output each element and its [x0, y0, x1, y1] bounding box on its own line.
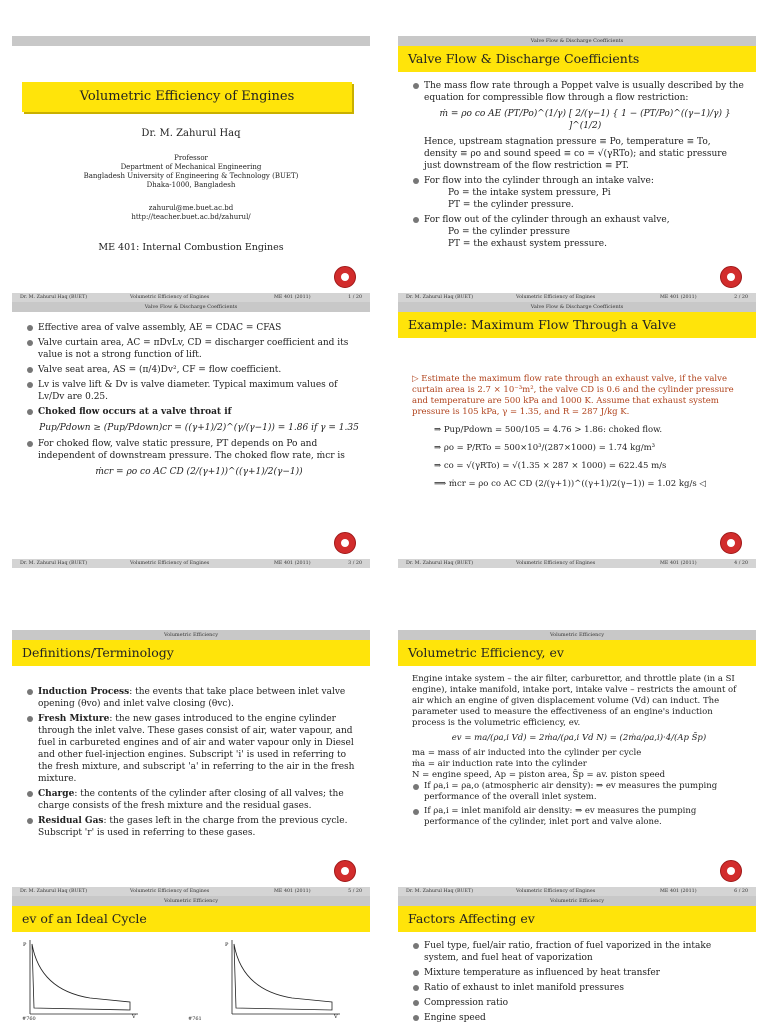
url[interactable]: http://teacher.buet.ac.bd/zahurul/	[131, 213, 251, 221]
slide-body	[26, 686, 360, 842]
equation: ṁ = ρo co AE (PT/Po)^(1/γ) [ 2/(γ−1) { 1 − (PT/Po)^((γ−1)/γ) } ]^(1/2)	[439, 109, 731, 131]
svg-text:P: P	[23, 942, 27, 948]
page-number: 4 / 20	[734, 561, 748, 566]
slide-footer: Dr. M. Zahurul Haq (BUET) Volumetric Efficiency of Engines ME 401 (2011) 4 / 20	[398, 559, 756, 568]
svg-text:P: P	[225, 942, 229, 948]
slide-title: Volumetric Efficiency, ev	[398, 640, 756, 666]
slide-5	[12, 630, 370, 896]
svg-text:V: V	[334, 1014, 338, 1018]
page-number: 2 / 20	[734, 295, 748, 300]
bullet: Fresh Mixture: the new gases introduced to the engine cylinder through the inlet valve. These gases consist of air, water vapour, and fuel in carbureted engines and of air and water vapour only in Diesel and other fuel-injection engines. Subscript 'i' is used in referring to the fresh mixture, and subscript 'a' in referring to the air in the fresh mixture.	[26, 713, 360, 785]
bullet: For flow into the cylinder through an intake valve: Po = the intake system pressure, Pi PT = the cylinder pressure.	[412, 175, 746, 211]
slide-8	[398, 896, 756, 1024]
equation: ev = ma/(ρa,i Vd) = 2ṁa/(ρa,i Vd N) = (2ṁa/ρa,i)·4/(Ap S̄p)	[451, 733, 707, 743]
pv-diagram-2	[222, 938, 342, 1018]
slide-title: Volumetric Efficiency of Engines	[22, 82, 352, 112]
list-item: Compression ratio	[412, 997, 746, 1009]
pv-diagram-1	[20, 938, 140, 1018]
slide-title: ev of an Ideal Cycle	[12, 906, 370, 932]
buet-logo-icon	[720, 266, 742, 288]
bullet: Choked flow occurs at a valve throat if Pup/Pdown ≥ (Pup/Pdown)cr = ((γ+1)/2)^(γ/(γ−1)) = 1.86 if γ = 1.35	[26, 406, 360, 434]
buet-logo-icon	[334, 860, 356, 882]
buet-logo-icon	[334, 266, 356, 288]
bullet: Lv is valve lift & Dv is valve diameter. Typical maximum values of Lv/Dv are 0.25.	[26, 379, 360, 403]
slide-3	[12, 302, 370, 568]
slide-2	[398, 36, 756, 302]
section-header: Volumetric Efficiency	[12, 630, 370, 640]
slide-footer: Dr. M. Zahurul Haq (BUET) Volumetric Efficiency of Engines ME 401 (2011) 2 / 20	[398, 293, 756, 302]
affiliation: Professor Department of Mechanical Engineering Bangladesh University of Engineering & Technology (BUET) Dhaka-1000, Bangladesh	[83, 154, 299, 189]
slide-footer: Dr. M. Zahurul Haq (BUET) Volumetric Efficiency of Engines ME 401 (2011) 1 / 20	[12, 293, 370, 302]
bullet: If ρa,i = ρa,o (atmospheric air density): ⇒ ev measures the pumping performance of the overall inlet system.	[412, 781, 746, 803]
slide-title: Valve Flow & Discharge Coefficients	[398, 46, 756, 72]
slide-1	[12, 36, 370, 302]
buet-logo-icon	[720, 532, 742, 554]
slide-title: Factors Affecting ev	[398, 906, 756, 932]
bullet: Charge: the contents of the cylinder after closing of all valves; the charge consists of the fresh mixture and the residual gases.	[26, 788, 360, 812]
list-item: Engine speed	[412, 1012, 746, 1024]
figure-label: #761	[188, 1016, 202, 1022]
equation: Pup/Pdown ≥ (Pup/Pdown)cr = ((γ+1)/2)^(γ/(γ−1)) = 1.86 if γ = 1.35	[39, 423, 359, 433]
slide-4	[398, 302, 756, 568]
buet-logo-icon	[334, 532, 356, 554]
contact-info	[12, 204, 370, 222]
equation: ṁcr = ρo co AC CD (2/(γ+1))^((γ+1)/2(γ−1))	[95, 467, 303, 477]
slide-body	[412, 80, 746, 253]
bullet: For flow out of the cylinder through an exhaust valve, Po = the cylinder pressure PT = the exhaust system pressure.	[412, 214, 746, 250]
example-problem: ▷ Estimate the maximum flow rate through an exhaust valve, if the valve curtain area is 2.7 × 10⁻³m², the valve CD is 0.6 and the cylinder pressure and temperature are 500 kPa and 1000 K. Assume that exhaust system pressure is 105 kPa, γ = 1.35, and R = 287 J/kg K.	[412, 374, 734, 417]
slide-footer: Dr. M. Zahurul Haq (BUET) Volumetric Efficiency of Engines ME 401 (2011) 3 / 20	[12, 559, 370, 568]
page-number: 5 / 20	[348, 889, 362, 894]
bullet: Valve seat area, AS = (π/4)Dv², CF = flow coefficient.	[26, 364, 360, 376]
solution-steps: ⇒ Pup/Pdown = 500/105 = 4.76 > 1.86: choked flow. ⇒ ρo = P/RTo = 500×10³/(287×1000) = 1.74 kg/m³ ⇒ co = √(γRTo) = √(1.35 × 287 × 1000) = 622.45 m/s ⟹ ṁcr = ρo co AC CD (2/(γ+1))^((γ+1)/2(γ−1)) = 1.02 kg/s ◁	[434, 425, 706, 489]
section-header: Valve Flow & Discharge Coefficients	[398, 36, 756, 46]
course-name: ME 401: Internal Combustion Engines	[98, 242, 284, 253]
figure-label: #760	[22, 1016, 36, 1022]
bullet: If ρa,i = inlet manifold air density: ⇒ ev measures the pumping performance of the cylinder, inlet port and valve alone.	[412, 806, 746, 828]
page-number: 6 / 20	[734, 889, 748, 894]
bullet: For choked flow, valve static pressure, PT depends on Po and independent of downstream pressure. The choked flow rate, ṁcr is ṁcr = ρo co AC CD (2/(γ+1))^((γ+1)/2(γ−1))	[26, 438, 360, 478]
list-item: Ratio of exhaust to inlet manifold pressures	[412, 982, 746, 994]
slide-body	[26, 322, 360, 482]
buet-logo-icon	[720, 860, 742, 882]
list-item: Mixture temperature as influenced by heat transfer	[412, 967, 746, 979]
section-header: Valve Flow & Discharge Coefficients	[12, 302, 370, 312]
slide-body	[412, 374, 746, 490]
email[interactable]: zahurul@me.buet.ac.bd	[148, 204, 234, 212]
slide-6	[398, 630, 756, 896]
section-header: Valve Flow & Discharge Coefficients	[398, 302, 756, 312]
author-name: Dr. M. Zahurul Haq	[141, 128, 241, 139]
bullet: Valve curtain area, AC = πDvLv, CD = discharger coefficient and its value is not a strong function of lift.	[26, 337, 360, 361]
bullet: Residual Gas: the gases left in the charge from the previous cycle. Subscript 'r' is used in referring to these gases.	[26, 815, 360, 839]
svg-text:V: V	[132, 1014, 136, 1018]
section-header: Volumetric Efficiency	[12, 896, 370, 906]
page-number: 1 / 20	[348, 295, 362, 300]
list-item: Fuel type, fuel/air ratio, fraction of fuel vaporized in the intake system, and fuel heat of vaporization	[412, 940, 746, 964]
slide-title: Example: Maximum Flow Through a Valve	[398, 312, 756, 338]
bullet: The mass flow rate through a Poppet valve is usually described by the equation for compressible flow through a flow restriction: ṁ = ρo co AE (PT/Po)^(1/γ) [ 2/(γ−1) { 1 − (PT/Po)^((γ−1)/γ) } ]^(1/2) Hence, upstream stagnation pressure ≡ Po, temperature ≡ To, density ≡ ρo and sound speed ≡ co = √(γRTo); and static pressure just downstream of the flow restriction ≡ PT.	[412, 80, 746, 172]
bullet: Effective area of valve assembly, AE = CDAC = CFAS	[26, 322, 360, 334]
slide-header-bar	[12, 36, 370, 46]
slide-7	[12, 896, 370, 1024]
slide-body: Engine intake system – the air filter, carburettor, and throttle plate (in a SI engine), intake manifold, intake port, intake valve – restricts the amount of air which an engine of given displacement volume (Vd) can induct. The parameter used to measure the effectiveness of an engine's induction process is the volumetric efficiency, ev. ev = ma/(ρa,i Vd) = 2ṁa/(ρa,i Vd N) = (2ṁa/ρa,i)·4/(Ap S̄p) ma = mass of air inducted into the cylinder per cycle ṁa = air induction rate into the cylinder N = engine speed, Ap = piston area, S̄p = av. piston speed If ρa,i = ρa,o (atmospheric air density): ⇒ ev measures the pumping performance of the overall inlet system. If ρa,i = inlet manifold air density: ⇒ ev measures the pumping performance of the cylinder, inlet port and valve alone.	[412, 674, 746, 831]
bullet: Induction Process: the events that take place between inlet valve opening (θvo) and inlet valve closing (θvc).	[26, 686, 360, 710]
slide-footer: Dr. M. Zahurul Haq (BUET) Volumetric Efficiency of Engines ME 401 (2011) 5 / 20	[12, 887, 370, 896]
slide-footer: Dr. M. Zahurul Haq (BUET) Volumetric Efficiency of Engines ME 401 (2011) 6 / 20	[398, 887, 756, 896]
slide-body	[412, 940, 746, 1024]
section-header: Volumetric Efficiency	[398, 630, 756, 640]
section-header: Volumetric Efficiency	[398, 896, 756, 906]
page-number: 3 / 20	[348, 561, 362, 566]
slide-title: Definitions/Terminology	[12, 640, 370, 666]
